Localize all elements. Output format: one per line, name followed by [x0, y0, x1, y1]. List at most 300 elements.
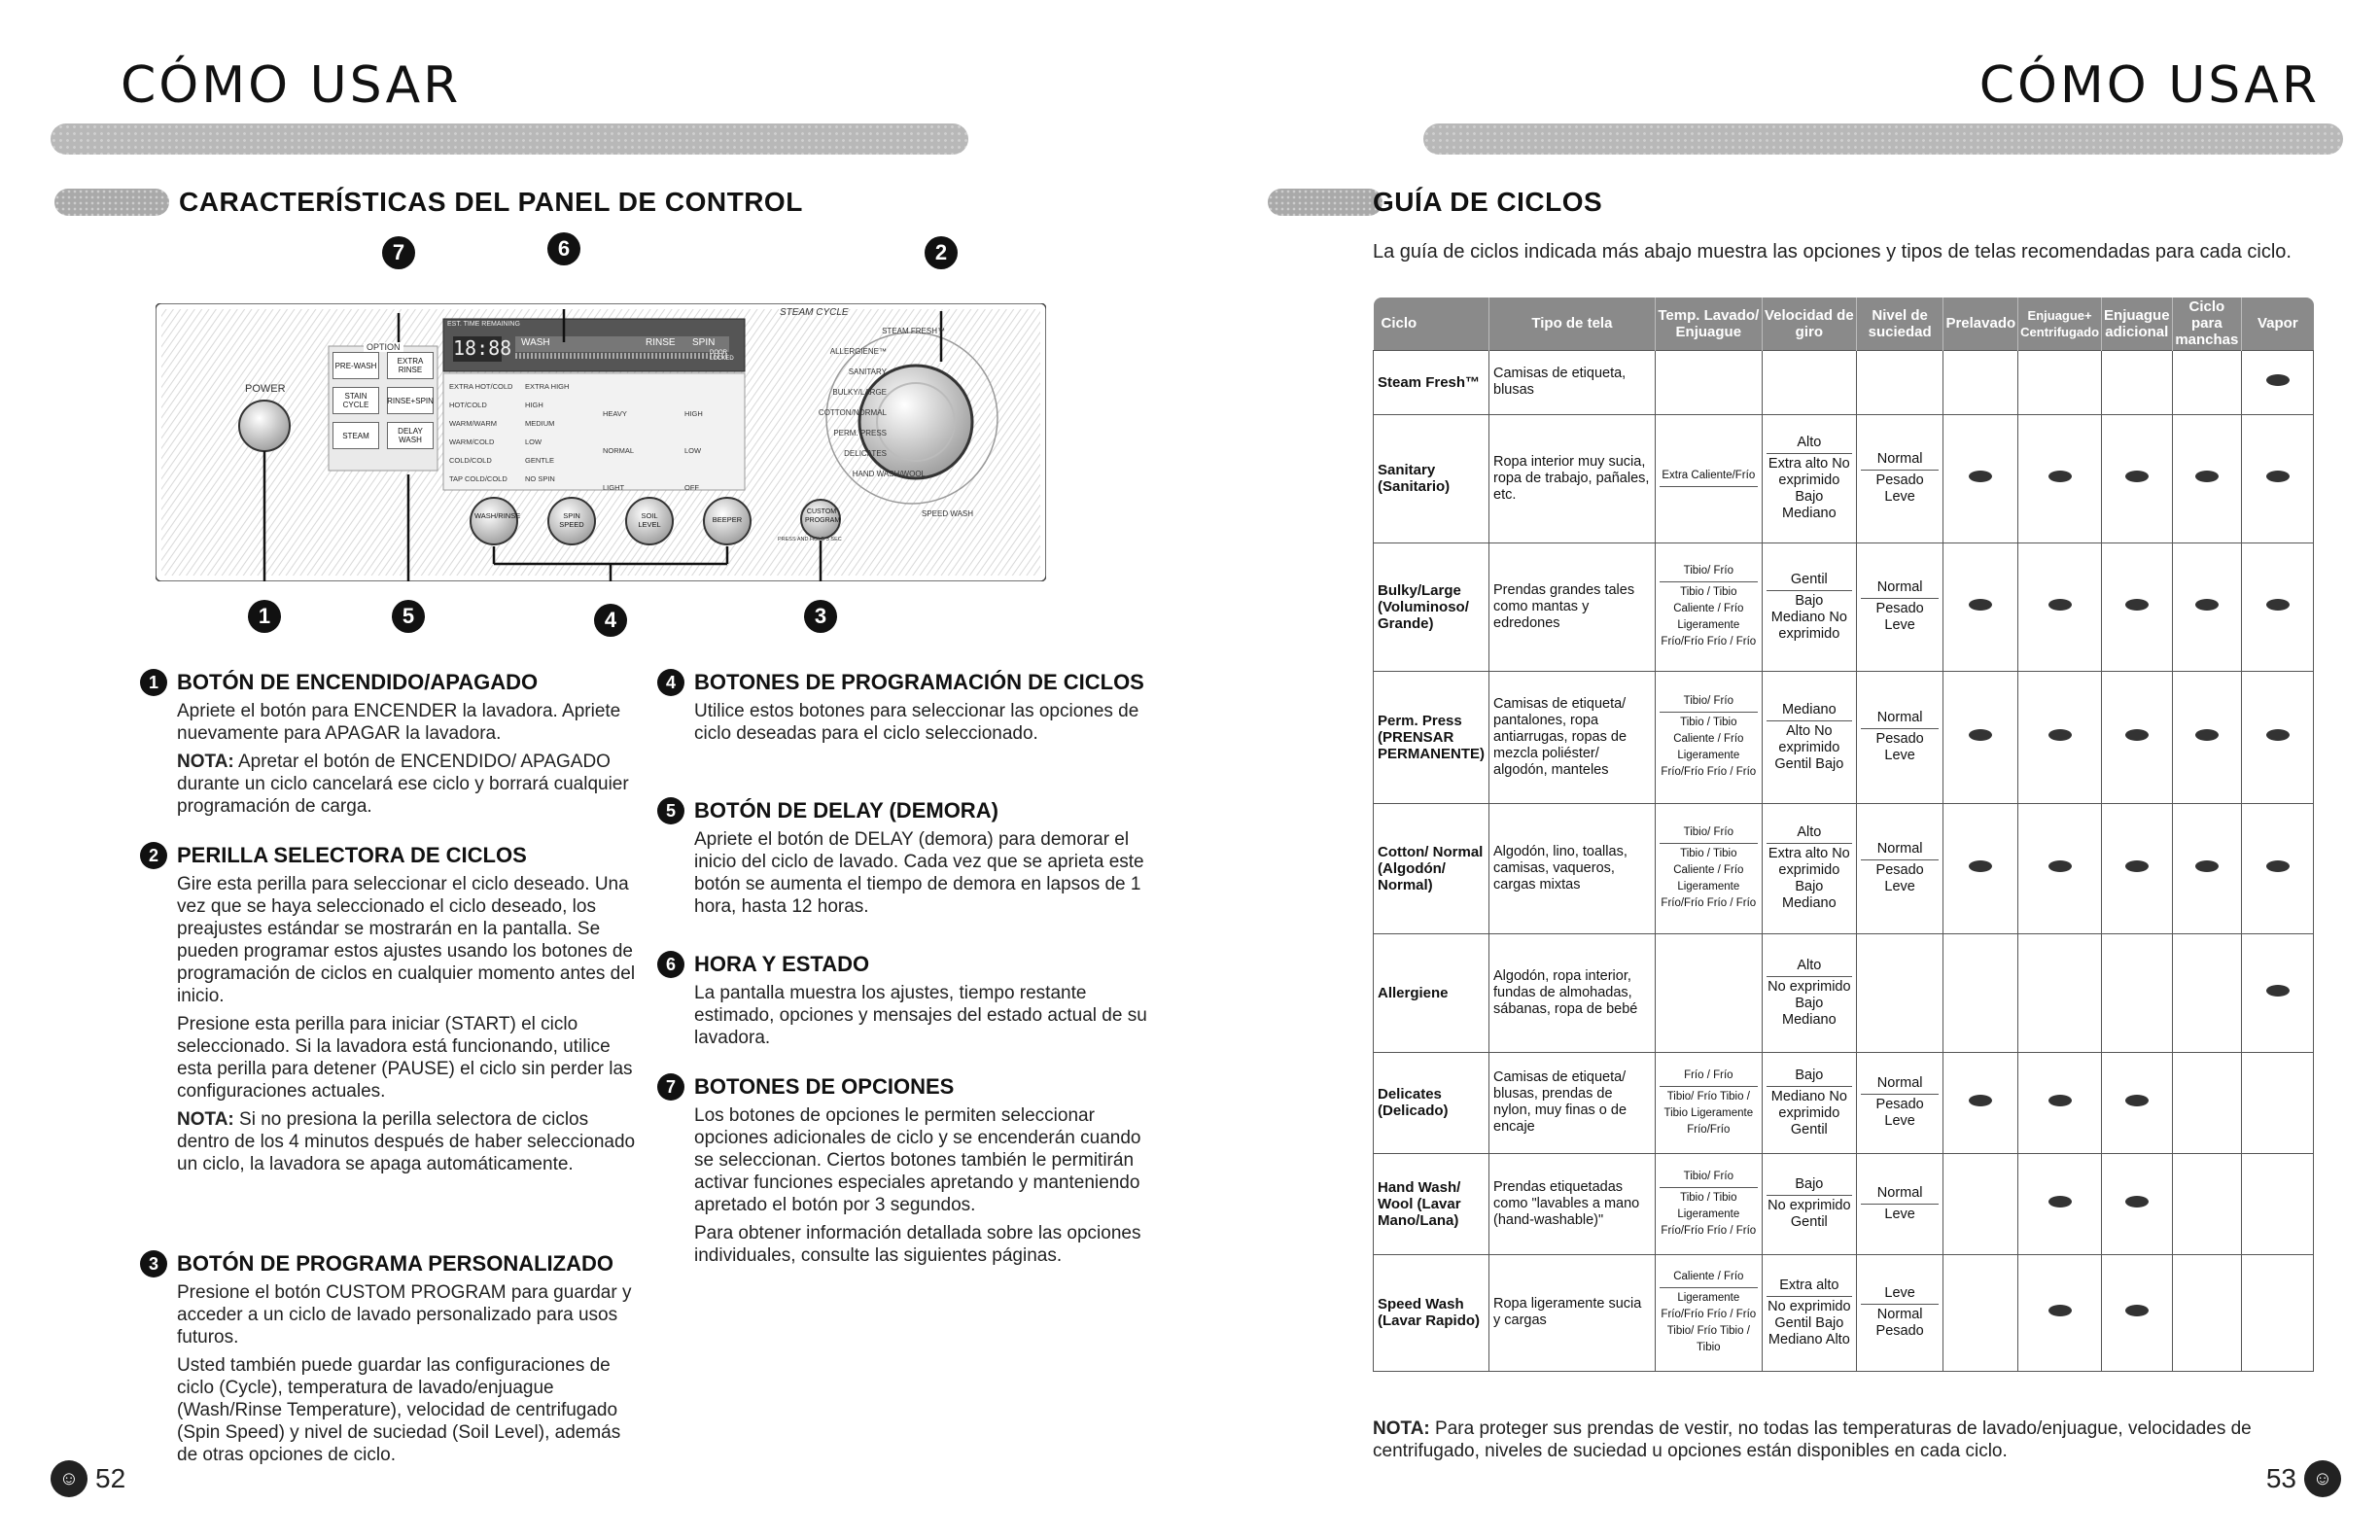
- spin-option: EXTRA HIGH: [525, 382, 570, 391]
- availability-dot-icon: [1969, 599, 1992, 611]
- spin-option: MEDIUM: [525, 419, 555, 428]
- col-header: Velocidad de giro: [1762, 298, 1856, 350]
- spin-speed-button-label[interactable]: SPIN SPEED: [559, 511, 584, 529]
- spin-cell: [1762, 933, 1856, 1052]
- soil-value: Pesado Leve: [1875, 472, 1924, 505]
- extra-rinse-button[interactable]: EXTRA RINSE: [387, 352, 434, 379]
- temp-option: HOT/COLD: [449, 401, 487, 409]
- item-paragraph: La pantalla muestra los ajustes, tiempo restante estimado, opciones y mensajes del estado actual de su lavadora.: [694, 983, 1147, 1048]
- option-cell: [2102, 1254, 2173, 1371]
- soil-cell: [1856, 933, 1943, 1052]
- item-note: [177, 1108, 646, 1175]
- note-label: NOTA:: [1373, 1418, 1430, 1439]
- availability-dot-icon: [2266, 471, 2290, 482]
- col-header: Ciclo: [1374, 298, 1489, 350]
- item-title: HORA Y ESTADO: [694, 952, 870, 976]
- item-paragraph: Usted también puede guardar las configuraciones de ciclo (Cycle), temperatura de lavado/enjuague (Wash/Rinse Temperature), velocidad de centrifugado (Spin Speed) y nivel de suciedad (Soil Level), además de otras opciones de ciclo.: [177, 1355, 621, 1465]
- soil-value: Normal: [1861, 578, 1940, 599]
- cycle-cell: Sanitary (Sanitario): [1374, 414, 1489, 542]
- beeper-option: LOW: [684, 446, 702, 455]
- option-cell: [1943, 414, 2018, 542]
- availability-dot-icon: [2048, 1095, 2072, 1106]
- spin-value: Bajo: [1767, 1174, 1852, 1196]
- availability-dot-icon: [1969, 860, 1992, 872]
- option-cell: [2102, 933, 2173, 1052]
- option-cell: [2102, 803, 2173, 933]
- page-title: CÓMO USAR: [1978, 56, 2320, 115]
- option-cell: [2102, 414, 2173, 542]
- section-pill: [54, 189, 169, 216]
- spin-option: NO SPIN: [525, 474, 555, 483]
- page-number: 52: [95, 1463, 126, 1493]
- beeper-button-label[interactable]: BEEPER: [712, 515, 743, 524]
- fabric-cell: Camisas de etiqueta, blusas: [1489, 350, 1656, 414]
- spin-value: Bajo: [1767, 1066, 1852, 1087]
- soil-cell: [1856, 350, 1943, 414]
- temp-value: Tibio/ Frío Tibio / Tibio Ligeramente Frío/Frío: [1663, 1090, 1754, 1136]
- item-paragraph: Los botones de opciones le permiten seleccionar opciones adicionales de ciclo y se encenderán cuando se seleccionan. Ciertos botones también le permitirán activar funciones especiales apretando y manteniendo apretado el botón por 3 segundos.: [694, 1105, 1141, 1215]
- soil-value: Normal: [1861, 1183, 1940, 1205]
- option-cell: [2172, 1052, 2242, 1153]
- availability-dot-icon: [2048, 471, 2072, 482]
- bottom-note: [1373, 1418, 2306, 1462]
- table-row: [1374, 1052, 2314, 1153]
- item-paragraph: Para obtener información detallada sobre las opciones individuales, consulte las siguientes páginas.: [694, 1223, 1141, 1266]
- availability-dot-icon: [2125, 599, 2149, 611]
- soil-value: Normal: [1861, 839, 1940, 860]
- spin-value: Alto No exprimido Gentil Bajo: [1774, 722, 1844, 772]
- intro-text: La guía de ciclos indicada más abajo muestra las opciones y tipos de telas recomendadas para cada ciclo.: [1373, 241, 2292, 262]
- table-row: [1374, 542, 2314, 671]
- fabric-cell: Camisas de etiqueta/ pantalones, ropa antiarrugas, ropas de mezcla poliéster/ algodón, manteles: [1489, 671, 1656, 803]
- note-label: NOTA:: [177, 1109, 234, 1130]
- cycle-label: ALLERGIENE™: [829, 347, 887, 356]
- decorative-bar: [1423, 123, 2343, 155]
- cycle-cell: Allergiene: [1374, 933, 1489, 1052]
- soil-list: [603, 396, 634, 507]
- page-number-right: [2266, 1460, 2341, 1497]
- soil-cell: [1856, 1052, 1943, 1153]
- callout-4: 4: [594, 604, 627, 637]
- item-title: BOTÓN DE DELAY (DEMORA): [694, 798, 998, 822]
- item-number: 2: [140, 842, 167, 869]
- spin-value: Extra alto No exprimido Bajo Mediano: [1768, 456, 1850, 521]
- soil-cell: [1856, 414, 1943, 542]
- display-rinse: RINSE: [646, 337, 676, 348]
- display-time-label: EST. TIME REMAINING: [447, 321, 520, 328]
- option-cell: [2172, 933, 2242, 1052]
- availability-dot-icon: [1969, 471, 1992, 482]
- spin-value: Gentil: [1767, 570, 1852, 591]
- callout-3: 3: [804, 600, 837, 633]
- availability-dot-icon: [2266, 599, 2290, 611]
- col-header: Tipo de tela: [1489, 298, 1656, 350]
- availability-dot-icon: [2195, 860, 2219, 872]
- option-cell: [2018, 542, 2102, 671]
- option-cell: [2018, 350, 2102, 414]
- option-cell: [2172, 1153, 2242, 1254]
- spin-list: [525, 377, 569, 488]
- option-cell: [2172, 414, 2242, 542]
- spin-value: Mediano: [1767, 700, 1852, 721]
- option-cell: [2242, 1153, 2314, 1254]
- temp-value: Tibio / Tibio Ligeramente Frío/Frío Frío / Frío: [1661, 1191, 1757, 1237]
- display-wash: WASH: [521, 337, 550, 348]
- availability-dot-icon: [2195, 729, 2219, 741]
- table-row: [1374, 1254, 2314, 1371]
- spin-value: No exprimido Gentil: [1768, 1198, 1851, 1230]
- soil-value: Pesado Leve: [1875, 731, 1924, 763]
- option-cell: [2102, 1052, 2173, 1153]
- option-cell: [2018, 671, 2102, 803]
- item-paragraph: Apriete el botón de DELAY (demora) para demorar el inicio del ciclo de lavado. Cada vez que se aprieta este botón se aumenta el tiempo de demora en lapsos de 1 hora, hasta 12 horas.: [694, 829, 1144, 917]
- availability-dot-icon: [2048, 860, 2072, 872]
- soil-value: Normal: [1861, 1073, 1940, 1095]
- soil-value: Pesado Leve: [1875, 1097, 1924, 1129]
- beeper-option: HIGH: [684, 409, 703, 418]
- availability-dot-icon: [2266, 860, 2290, 872]
- temperature-list: [449, 377, 512, 488]
- option-cell: [1943, 542, 2018, 671]
- soil-cell: [1856, 542, 1943, 671]
- cycle-guide-table: [1373, 298, 2314, 1372]
- option-buttons-grid: [332, 352, 434, 449]
- prewash-button[interactable]: PRE-WASH: [332, 352, 379, 379]
- temp-value: Tibio/ Frío: [1660, 1167, 1758, 1188]
- col-header: Ciclo para manchas: [2172, 298, 2242, 350]
- spin-value: Mediano No exprimido Gentil: [1770, 1088, 1847, 1138]
- temp-cell: [1655, 671, 1762, 803]
- item-number: 3: [140, 1250, 167, 1278]
- item-number: 1: [140, 669, 167, 696]
- temp-option: TAP COLD/COLD: [449, 474, 508, 483]
- spin-value: Alto: [1767, 433, 1852, 454]
- col-header: Prelavado: [1943, 298, 2018, 350]
- spin-cell: [1762, 1254, 1856, 1371]
- spin-value: Extra alto No exprimido Bajo Mediano: [1768, 846, 1850, 911]
- fabric-cell: Ropa interior muy sucia, ropa de trabajo, pañales, etc.: [1489, 414, 1656, 542]
- availability-dot-icon: [2195, 599, 2219, 611]
- cycle-cell: Speed Wash (Lavar Rapido): [1374, 1254, 1489, 1371]
- cycle-label: HAND WASH/WOOL: [852, 470, 926, 478]
- section-title: CARACTERÍSTICAS DEL PANEL DE CONTROL: [179, 187, 803, 217]
- item-paragraph: Presione el botón CUSTOM PROGRAM para guardar y acceder a un ciclo de lavado personalizado para usos futuros.: [177, 1282, 632, 1348]
- availability-dot-icon: [2048, 729, 2072, 741]
- item-program-buttons: [657, 669, 1163, 751]
- cycle-label: COTTON/NORMAL: [818, 408, 887, 417]
- option-cell: [2242, 803, 2314, 933]
- item-custom-program: [140, 1250, 646, 1472]
- option-cell: [2242, 1052, 2314, 1153]
- soil-value: Normal: [1861, 708, 1940, 729]
- cycle-cell: Cotton/ Normal (Algodón/ Normal): [1374, 803, 1489, 933]
- temp-value: Tibio / Tibio Caliente / Frío Ligeramente Frío/Frío Frío / Frío: [1661, 717, 1757, 778]
- option-cell: [2102, 350, 2173, 414]
- item-title: PERILLA SELECTORA DE CICLOS: [177, 843, 527, 867]
- availability-dot-icon: [2125, 1305, 2149, 1316]
- decorative-bar: [51, 123, 968, 155]
- item-paragraph: Apriete el botón para ENCENDER la lavadora. Apriete nuevamente para APAGAR la lavadora.: [177, 701, 621, 744]
- temp-option: WARM/COLD: [449, 438, 495, 446]
- availability-dot-icon: [2125, 860, 2149, 872]
- availability-dot-icon: [1969, 1095, 1992, 1106]
- temp-cell: [1655, 1052, 1762, 1153]
- soil-value: Pesado Leve: [1875, 862, 1924, 894]
- beeper-list: [684, 396, 703, 507]
- item-number: 6: [657, 951, 684, 978]
- option-cell: [2172, 350, 2242, 414]
- col-header: Vapor: [2242, 298, 2314, 350]
- right-page: [1190, 0, 2380, 1540]
- availability-dot-icon: [1969, 729, 1992, 741]
- option-cell: [2102, 671, 2173, 803]
- temp-value: Tibio / Tibio Caliente / Frío Ligeramente Frío/Frío Frío / Frío: [1661, 848, 1757, 909]
- beeper-option: OFF: [684, 483, 699, 492]
- availability-dot-icon: [2125, 729, 2149, 741]
- item-number: 7: [657, 1073, 684, 1101]
- availability-dot-icon: [2266, 985, 2290, 997]
- cycle-cell: Steam Fresh™: [1374, 350, 1489, 414]
- item-option-buttons: [657, 1073, 1163, 1273]
- cycle-cell: Perm. Press (PRENSAR PERMANENTE): [1374, 671, 1489, 803]
- door-locked-label: DOOR LOCKED: [710, 350, 734, 362]
- spin-value: Extra alto: [1767, 1276, 1852, 1297]
- option-cell: [2242, 671, 2314, 803]
- item-note: [177, 751, 646, 818]
- press-hold-label: PRESS AND HOLD 3 SEC: [778, 537, 842, 542]
- option-cell: [2172, 803, 2242, 933]
- item-number: 5: [657, 797, 684, 824]
- rinse-spin-button[interactable]: RINSE+SPIN: [387, 387, 434, 414]
- steam-cycle-label: STEAM CYCLE: [780, 307, 849, 318]
- option-cell: [2018, 414, 2102, 542]
- temp-cell: [1655, 1254, 1762, 1371]
- cycle-label: DELICATES: [844, 449, 887, 458]
- steam-button[interactable]: STEAM: [332, 422, 379, 449]
- display-digits: 18:88: [453, 336, 512, 360]
- spin-cell: [1762, 671, 1856, 803]
- wash-rinse-button-label[interactable]: WASH/RINSE: [474, 511, 521, 520]
- spin-option: HIGH: [525, 401, 543, 409]
- delay-wash-button[interactable]: DELAY WASH: [387, 422, 434, 449]
- option-cell: [2242, 542, 2314, 671]
- soil-option: HEAVY: [603, 409, 627, 418]
- power-label: POWER: [245, 383, 286, 395]
- option-cell: [1943, 350, 2018, 414]
- fabric-cell: Prendas grandes tales como mantas y edredones: [1489, 542, 1656, 671]
- option-cell: [2018, 933, 2102, 1052]
- temp-value: Extra Caliente/Frío: [1660, 466, 1758, 487]
- temp-cell: [1655, 1153, 1762, 1254]
- spin-value: Alto: [1767, 822, 1852, 844]
- spin-option: LOW: [525, 438, 542, 446]
- temp-cell: [1655, 414, 1762, 542]
- cycle-cell: Bulky/Large (Voluminoso/ Grande): [1374, 542, 1489, 671]
- item-title: BOTÓN DE PROGRAMA PERSONALIZADO: [177, 1251, 613, 1276]
- temp-value: Tibio/ Frío: [1660, 561, 1758, 582]
- availability-dot-icon: [2048, 1305, 2072, 1316]
- note-text: Si no presiona la perilla selectora de ciclos dentro de los 4 minutos después de haber seleccionado un ciclo, la lavadora se apaga automáticamente.: [177, 1109, 636, 1174]
- option-cell: [2018, 1254, 2102, 1371]
- cycle-label: STEAM FRESH™: [882, 327, 945, 335]
- spin-cell: [1762, 1153, 1856, 1254]
- cycle-cell: Hand Wash/ Wool (Lavar Mano/Lana): [1374, 1153, 1489, 1254]
- availability-dot-icon: [2125, 471, 2149, 482]
- control-panel-illustration: [156, 303, 1046, 581]
- option-cell: [2102, 1153, 2173, 1254]
- spin-value: Alto: [1767, 956, 1852, 977]
- option-cell: [2018, 1153, 2102, 1254]
- page-number-left: [51, 1460, 125, 1497]
- lg-logo-icon: ☺: [51, 1460, 88, 1497]
- spin-cell: [1762, 542, 1856, 671]
- table-header-row: [1374, 298, 2314, 350]
- section-title: GUÍA DE CICLOS: [1373, 187, 1603, 217]
- item-power-button: [140, 669, 646, 823]
- fabric-cell: Algodón, lino, toallas, camisas, vaqueros, cargas mixtas: [1489, 803, 1656, 933]
- cycle-label: PERM. PRESS: [833, 429, 887, 438]
- option-cell: [2018, 1052, 2102, 1153]
- table-row: [1374, 350, 2314, 414]
- col-header: Nivel de suciedad: [1856, 298, 1943, 350]
- temp-option: EXTRA HOT/COLD: [449, 382, 513, 391]
- option-cell: [1943, 933, 2018, 1052]
- availability-dot-icon: [2195, 471, 2219, 482]
- spin-value: No exprimido Bajo Mediano: [1768, 978, 1851, 1028]
- option-cell: [1943, 1254, 2018, 1371]
- temp-cell: [1655, 933, 1762, 1052]
- option-cell: [2172, 1254, 2242, 1371]
- soil-option: NORMAL: [603, 446, 635, 455]
- note-label: NOTA:: [177, 752, 234, 772]
- soil-cell: [1856, 803, 1943, 933]
- table-row: [1374, 1153, 2314, 1254]
- temp-value: Ligeramente Frío/Frío Frío / Frío Tibio/ Frío Tibio / Tibio: [1661, 1292, 1757, 1353]
- item-delay-button: [657, 797, 1163, 924]
- item-title: BOTONES DE OPCIONES: [694, 1074, 955, 1099]
- page-title: CÓMO USAR: [121, 56, 462, 115]
- spin-value: No exprimido Gentil Bajo Mediano Alto: [1768, 1298, 1851, 1348]
- temp-value: Tibio / Tibio Caliente / Frío Ligeramente Frío/Frío Frío / Frío: [1661, 586, 1757, 648]
- temp-cell: [1655, 542, 1762, 671]
- soil-value: Leve: [1884, 1206, 1915, 1222]
- temp-option: COLD/COLD: [449, 456, 492, 465]
- availability-dot-icon: [2048, 599, 2072, 611]
- soil-level-button-label[interactable]: SOIL LEVEL: [638, 511, 661, 529]
- callout-2: 2: [925, 236, 958, 269]
- temp-option: WARM/WARM: [449, 419, 498, 428]
- note-text: Apretar el botón de ENCENDIDO/ APAGADO durante un ciclo cancelará ese ciclo y borrará cualquier programación de carga.: [177, 752, 629, 817]
- temp-value: [1660, 487, 1758, 491]
- availability-dot-icon: [2125, 1095, 2149, 1106]
- table-row: [1374, 803, 2314, 933]
- fabric-cell: Algodón, ropa interior, fundas de almohadas, sábanas, ropa de bebé: [1489, 933, 1656, 1052]
- soil-cell: [1856, 671, 1943, 803]
- cycle-label: SANITARY: [848, 368, 887, 376]
- item-title: BOTÓN DE ENCENDIDO/APAGADO: [177, 670, 539, 694]
- soil-option: LIGHT: [603, 483, 625, 492]
- spin-cell: [1762, 803, 1856, 933]
- item-title: BOTONES DE PROGRAMACIÓN DE CICLOS: [694, 670, 1144, 694]
- option-cell: [2102, 542, 2173, 671]
- soil-value: Normal Pesado: [1875, 1307, 1924, 1339]
- item-paragraph: Utilice estos botones para seleccionar las opciones de ciclo deseadas para el ciclo seleccionado.: [694, 701, 1139, 744]
- note-text: Para proteger sus prendas de vestir, no todas las temperaturas de lavado/enjuague, velocidades de centrifugado, niveles de suciedad u opciones están disponibles en cada ciclo.: [1373, 1418, 2252, 1461]
- callout-6: 6: [547, 232, 580, 265]
- lg-logo-icon: ☺: [2304, 1460, 2341, 1497]
- callout-1: 1: [248, 600, 281, 633]
- temp-value: Tibio/ Frío: [1660, 691, 1758, 713]
- option-cell: [1943, 1052, 2018, 1153]
- fabric-cell: Prendas etiquetadas como "lavables a mano (hand-washable)": [1489, 1153, 1656, 1254]
- availability-dot-icon: [2125, 1196, 2149, 1208]
- temp-value: Caliente / Frío: [1660, 1267, 1758, 1288]
- page-number: 53: [2265, 1463, 2296, 1493]
- option-label: OPTION: [364, 342, 403, 352]
- item-time-status: [657, 951, 1163, 1055]
- spin-cell: [1762, 350, 1856, 414]
- callout-7: 7: [382, 236, 415, 269]
- item-cycle-selector: [140, 842, 646, 1181]
- display-spin: SPIN: [692, 337, 716, 348]
- availability-dot-icon: [2266, 374, 2290, 386]
- option-cell: [2242, 350, 2314, 414]
- option-cell: [2018, 803, 2102, 933]
- option-cell: [2242, 1254, 2314, 1371]
- item-paragraph: Presione esta perilla para iniciar (START) el ciclo seleccionado. Si la lavadora está funcionando, utilice esta perilla para detener (PAUSE) el ciclo sin perder las configuraciones actuales.: [177, 1014, 633, 1102]
- availability-dot-icon: [2048, 1196, 2072, 1208]
- cycle-label: BULKY/LARGE: [832, 388, 887, 397]
- callout-5: 5: [392, 600, 425, 633]
- col-header: Enjuague+ Centrifugado: [2018, 298, 2102, 350]
- custom-program-button-label[interactable]: CUSTOM PROGRAM: [805, 508, 841, 524]
- option-cell: [1943, 1153, 2018, 1254]
- spin-cell: [1762, 1052, 1856, 1153]
- soil-value: Normal: [1861, 449, 1940, 471]
- col-header: Enjuague adicional: [2102, 298, 2173, 350]
- cycle-label: SPEED WASH: [922, 509, 974, 518]
- section-pill: [1268, 189, 1382, 216]
- stain-cycle-button[interactable]: STAIN CYCLE: [332, 387, 379, 414]
- option-cell: [2242, 414, 2314, 542]
- soil-value: Leve: [1861, 1283, 1940, 1305]
- cycle-labels: [754, 321, 945, 484]
- table-row: [1374, 671, 2314, 803]
- soil-cell: [1856, 1254, 1943, 1371]
- soil-value: Pesado Leve: [1875, 601, 1924, 633]
- temp-value: Tibio/ Frío: [1660, 822, 1758, 844]
- fabric-cell: Ropa ligeramente sucia y cargas: [1489, 1254, 1656, 1371]
- soil-cell: [1856, 1153, 1943, 1254]
- availability-dot-icon: [2266, 729, 2290, 741]
- temp-cell: [1655, 350, 1762, 414]
- table-row: [1374, 933, 2314, 1052]
- option-cell: [2172, 542, 2242, 671]
- option-cell: [2172, 671, 2242, 803]
- item-paragraph: Gire esta perilla para seleccionar el ciclo deseado. Una vez que se haya seleccionado el ciclo deseado, los preajustes estándar se mostrarán en la pantalla. Se pueden programar estos ajustes usando los botones de programación de ciclos en cualquier momento antes del inicio.: [177, 874, 636, 1006]
- spin-cell: [1762, 414, 1856, 542]
- option-cell: [1943, 671, 2018, 803]
- item-number: 4: [657, 669, 684, 696]
- fabric-cell: Camisas de etiqueta/ blusas, prendas de nylon, muy finas o de encaje: [1489, 1052, 1656, 1153]
- temp-value: Frío / Frío: [1660, 1066, 1758, 1087]
- option-cell: [1943, 803, 2018, 933]
- temp-cell: [1655, 803, 1762, 933]
- col-header: Temp. Lavado/ Enjuague: [1655, 298, 1762, 350]
- spin-value: Bajo Mediano No exprimido: [1770, 592, 1847, 642]
- option-cell: [2242, 933, 2314, 1052]
- spin-option: GENTLE: [525, 456, 555, 465]
